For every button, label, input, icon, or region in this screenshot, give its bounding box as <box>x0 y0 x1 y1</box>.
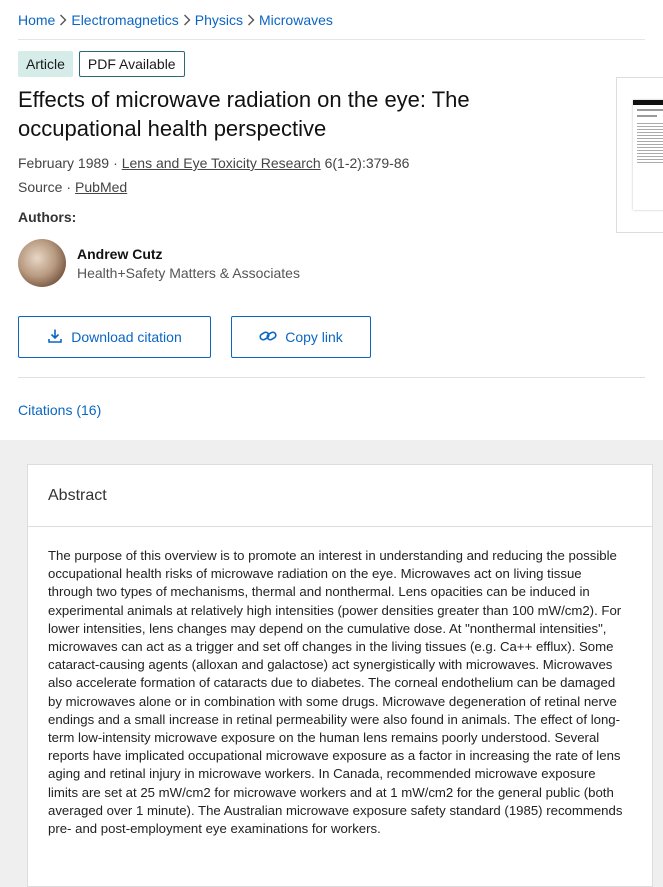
copy-link-label: Copy link <box>285 329 343 345</box>
chevron-right-icon <box>183 14 191 26</box>
chevron-right-icon <box>59 14 67 26</box>
breadcrumb-home[interactable]: Home <box>18 11 56 28</box>
publication-header <box>0 0 663 440</box>
avatar[interactable] <box>18 239 66 287</box>
article-badge: Article <box>18 51 73 77</box>
pdf-thumbnail[interactable] <box>616 77 663 233</box>
publication-date: February 1989 <box>18 155 110 171</box>
source-link[interactable]: PubMed <box>75 179 128 195</box>
meta-separator: · <box>113 155 118 171</box>
tab-citations[interactable]: Citations (16) <box>18 402 102 418</box>
chevron-right-icon <box>247 14 255 26</box>
author-name[interactable]: Andrew Cutz <box>77 245 163 262</box>
abstract-card <box>27 464 653 887</box>
divider <box>18 377 645 378</box>
download-citation-label: Download citation <box>71 329 182 345</box>
pdf-available-badge: PDF Available <box>79 51 185 77</box>
author-item[interactable] <box>18 239 645 287</box>
journal-issue: 6(1-2):379-86 <box>324 155 410 171</box>
publication-meta <box>18 151 645 199</box>
breadcrumb-physics[interactable]: Physics <box>194 11 243 28</box>
source-label: Source <box>18 179 63 195</box>
abstract-section <box>0 440 663 887</box>
badge-row <box>18 51 645 77</box>
author-info <box>77 246 300 281</box>
authors-label: Authors: <box>18 209 77 225</box>
breadcrumb-microwaves[interactable]: Microwaves <box>258 11 333 28</box>
link-icon <box>259 329 277 346</box>
meta-separator: · <box>66 179 72 195</box>
abstract-text: The purpose of this overview is to promote an interest in understanding and reducing the possible occupational health risks of microwave radiation on the eye. Microwaves act on living tissue through two types of mechanisms, thermal and nonthermal. Lens opacities can be induced in experimental animals at relatively high intensities (power densities greater than 100 mW/cm2). For lower intensities, lens changes may depend on the cumulative dose. At "nonthermal intensities", microwaves can act as a trigger and set off changes in the living tissues (e.g. Ca++ efflux). Some cataract-causing agents (alloxan and galactose) act synergistically with microwaves. Microwaves also accelerate formation of cataracts due to diabetes. The corneal endothelium can be damaged by microwaves alone or in combination with some drugs. Microwave degeneration of retinal nerve endings and a small increase in retinal permeability were also found in animals. The effect of long-term low-intensity microwave exposure on the human lens remains poorly understood. Several reports have implicated occupational microwave exposure as a factor in increasing the rate of lens aging and retinal injury in microwave workers. In Canada, recommended microwave exposure limits are set at 25 mW/cm2 for microwave workers and at 1 mW/cm2 for the general public (both averaged over 1 minute). The Australian microwave exposure safety standard (1985) recommends pre- and post-employment eye examinations for workers. <box>48 548 623 837</box>
copy-link-button[interactable] <box>231 316 371 358</box>
pdf-page-preview <box>633 100 663 210</box>
download-citation-button[interactable] <box>18 316 211 358</box>
page-title: Effects of microwave radiation on the eye: The occupational health perspective <box>18 87 470 141</box>
action-buttons <box>18 316 645 358</box>
abstract-heading: Abstract <box>28 465 652 527</box>
journal-link[interactable]: Lens and Eye Toxicity Research <box>121 155 321 171</box>
breadcrumb-electromagnetics[interactable]: Electromagnetics <box>71 11 179 28</box>
breadcrumb <box>18 0 645 40</box>
author-affiliation: Health+Safety Matters & Associates <box>77 264 300 281</box>
download-icon <box>47 328 63 347</box>
